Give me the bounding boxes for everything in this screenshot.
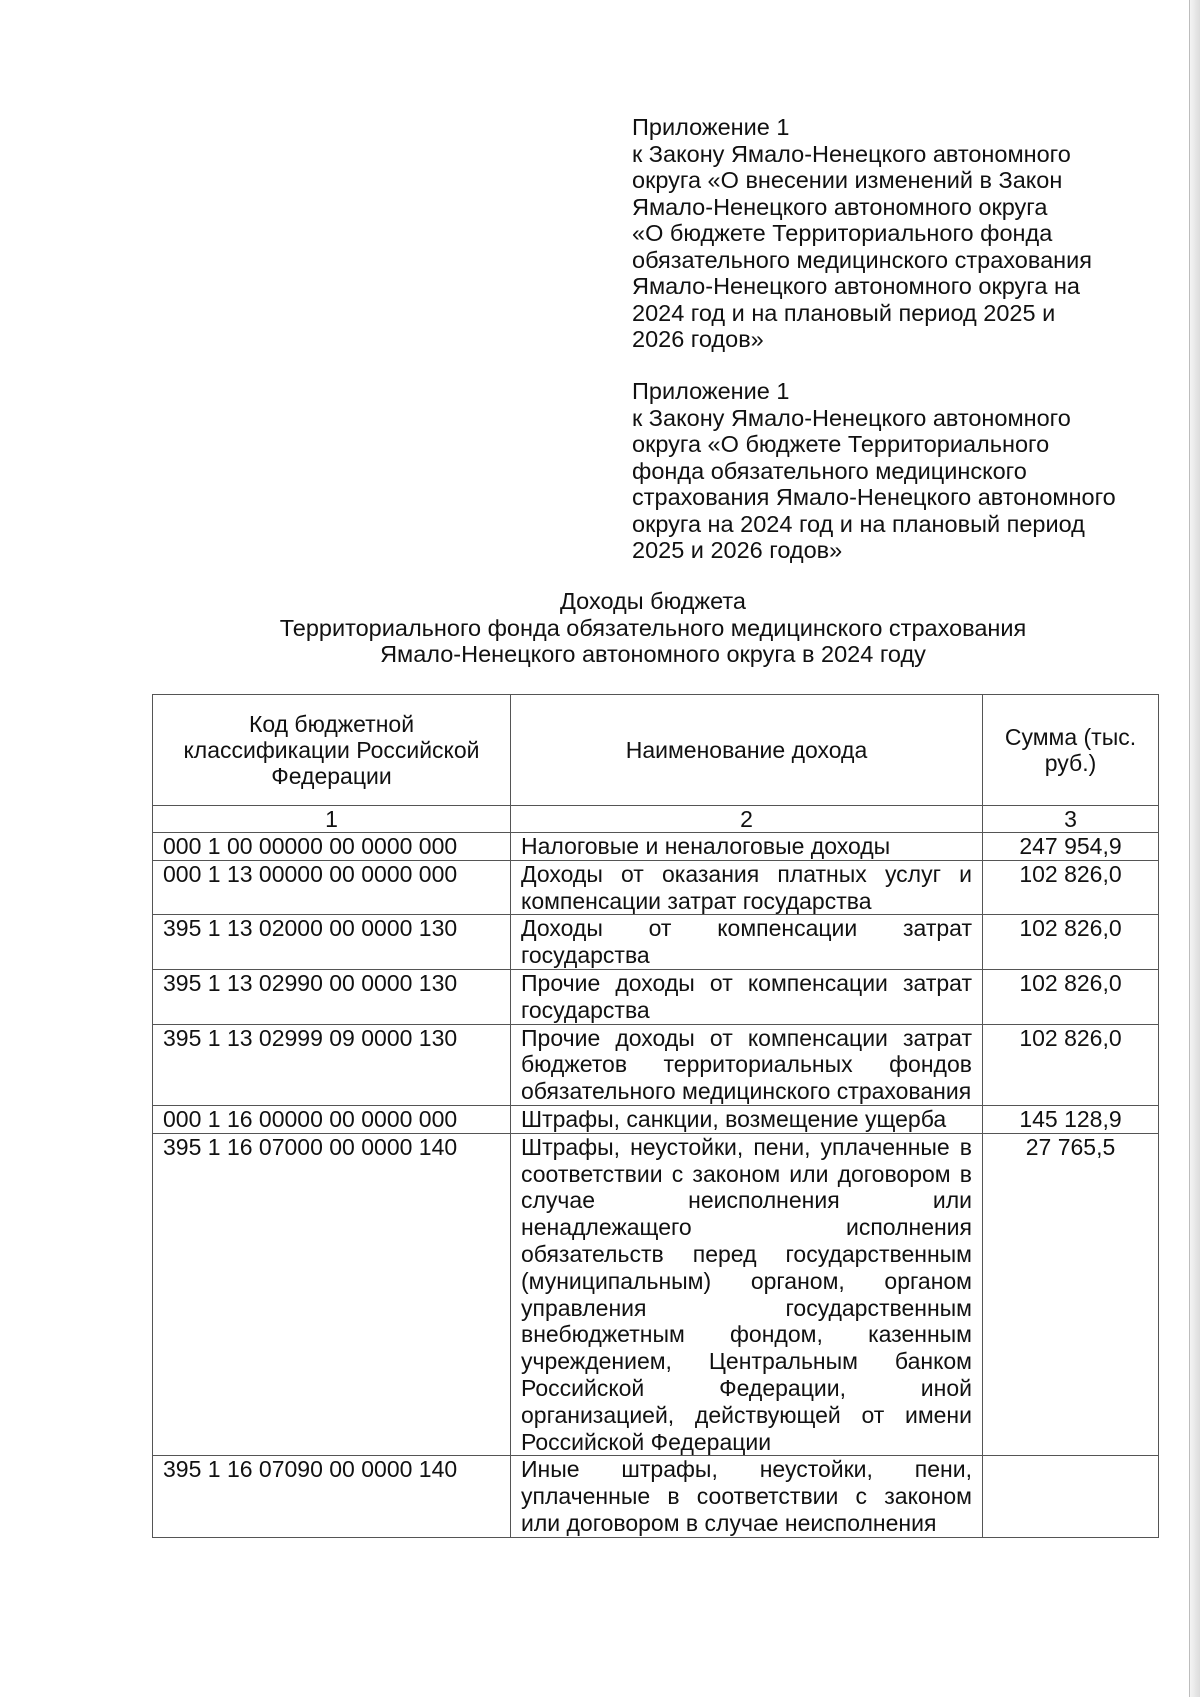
column-number: 1 xyxy=(153,806,511,833)
appendix-line: к Закону Ямало-Ненецкого автономного xyxy=(632,140,1071,167)
appendix-line: Ямало-Ненецкого автономного округа на xyxy=(632,273,1081,299)
row-code: 395 1 16 07090 00 0000 140 xyxy=(153,1456,511,1537)
table-row xyxy=(153,1133,1159,1456)
appendix-line: «О бюджете Территориального фонда xyxy=(632,220,1053,246)
title-line: Доходы бюджета xyxy=(559,588,746,614)
title-line: Территориального фонда обязательного медицинского страхования xyxy=(279,614,1027,641)
column-number-row xyxy=(153,806,1159,833)
header-name: Наименование дохода xyxy=(511,695,983,806)
title-line: Ямало-Ненецкого автономного округа в 2024 году xyxy=(380,641,926,667)
appendix-line: обязательного медицинского страхования xyxy=(632,246,1092,273)
row-code: 000 1 13 00000 00 0000 000 xyxy=(153,860,511,915)
row-name: Штрафы, неустойки, пени, уплаченные в соответствии с законом или договором в случае неисполнения или ненадлежащего исполнения обязательств перед государственным (муниципальным) органом, органом управления государственным внебюджетным фондом, казенным учреждением, Центральным банком Российской Федерации, иной организацией, действующей от имени Российской Федерации xyxy=(511,1133,983,1456)
appendix-line: Приложение 1 xyxy=(632,378,790,404)
appendix-line: 2025 и 2026 годов» xyxy=(632,537,843,563)
appendix-amendment-note xyxy=(632,114,1152,353)
appendix-original-note xyxy=(632,378,1152,564)
header-code: Код бюджетной классификации Российской Федерации xyxy=(153,695,511,806)
row-code: 395 1 16 07000 00 0000 140 xyxy=(153,1133,511,1456)
appendix-line: к Закону Ямало-Ненецкого автономного xyxy=(632,404,1071,431)
appendix-line: 2026 годов» xyxy=(632,326,764,352)
table-row xyxy=(153,915,1159,970)
column-number: 3 xyxy=(983,806,1159,833)
row-name: Доходы от оказания платных услуг и компенсации затрат государства xyxy=(511,860,983,915)
row-name: Прочие доходы от компенсации затрат бюджетов территориальных фондов обязательного медицинского страхования xyxy=(511,1024,983,1105)
row-name: Доходы от компенсации затрат государства xyxy=(511,915,983,970)
row-code: 395 1 13 02999 09 0000 130 xyxy=(153,1024,511,1105)
row-amount xyxy=(983,1456,1159,1537)
row-amount: 102 826,0 xyxy=(983,969,1159,1024)
row-amount: 102 826,0 xyxy=(983,860,1159,915)
page-edge xyxy=(1189,0,1200,1697)
document-title xyxy=(150,588,1156,668)
table-row xyxy=(153,1456,1159,1537)
column-number: 2 xyxy=(511,806,983,833)
appendix-line: 2024 год и на плановый период 2025 и xyxy=(632,299,1056,326)
row-amount: 27 765,5 xyxy=(983,1133,1159,1456)
appendix-line: страхования Ямало-Ненецкого автономного xyxy=(632,484,1116,510)
budget-income-table xyxy=(152,694,1159,1538)
table-row xyxy=(153,1105,1159,1133)
table-row xyxy=(153,860,1159,915)
row-code: 000 1 16 00000 00 0000 000 xyxy=(153,1105,511,1133)
row-amount: 247 954,9 xyxy=(983,833,1159,861)
appendix-line: округа «О бюджете Территориального xyxy=(632,431,1050,457)
row-amount: 102 826,0 xyxy=(983,1024,1159,1105)
table-row xyxy=(153,1024,1159,1105)
table-row xyxy=(153,969,1159,1024)
appendix-line: фонда обязательного медицинского xyxy=(632,457,1027,484)
appendix-line: Ямало-Ненецкого автономного округа xyxy=(632,193,1048,220)
row-name: Штрафы, санкции, возмещение ущерба xyxy=(511,1105,983,1133)
row-code: 395 1 13 02990 00 0000 130 xyxy=(153,969,511,1024)
appendix-line: Приложение 1 xyxy=(632,114,790,140)
appendix-line: округа на 2024 год и на плановый период xyxy=(632,510,1085,537)
row-code: 395 1 13 02000 00 0000 130 xyxy=(153,915,511,970)
header-amount: Сумма (тыс. руб.) xyxy=(983,695,1159,806)
table-row xyxy=(153,833,1159,861)
row-amount: 145 128,9 xyxy=(983,1105,1159,1133)
appendix-line: округа «О внесении изменений в Закон xyxy=(632,167,1063,193)
row-amount: 102 826,0 xyxy=(983,915,1159,970)
row-name: Налоговые и неналоговые доходы xyxy=(511,833,983,861)
row-code: 000 1 00 00000 00 0000 000 xyxy=(153,833,511,861)
row-name: Прочие доходы от компенсации затрат государства xyxy=(511,969,983,1024)
row-name: Иные штрафы, неустойки, пени, уплаченные в соответствии с законом или договором в случае неисполнения xyxy=(511,1456,983,1537)
table-header-row xyxy=(153,695,1159,806)
